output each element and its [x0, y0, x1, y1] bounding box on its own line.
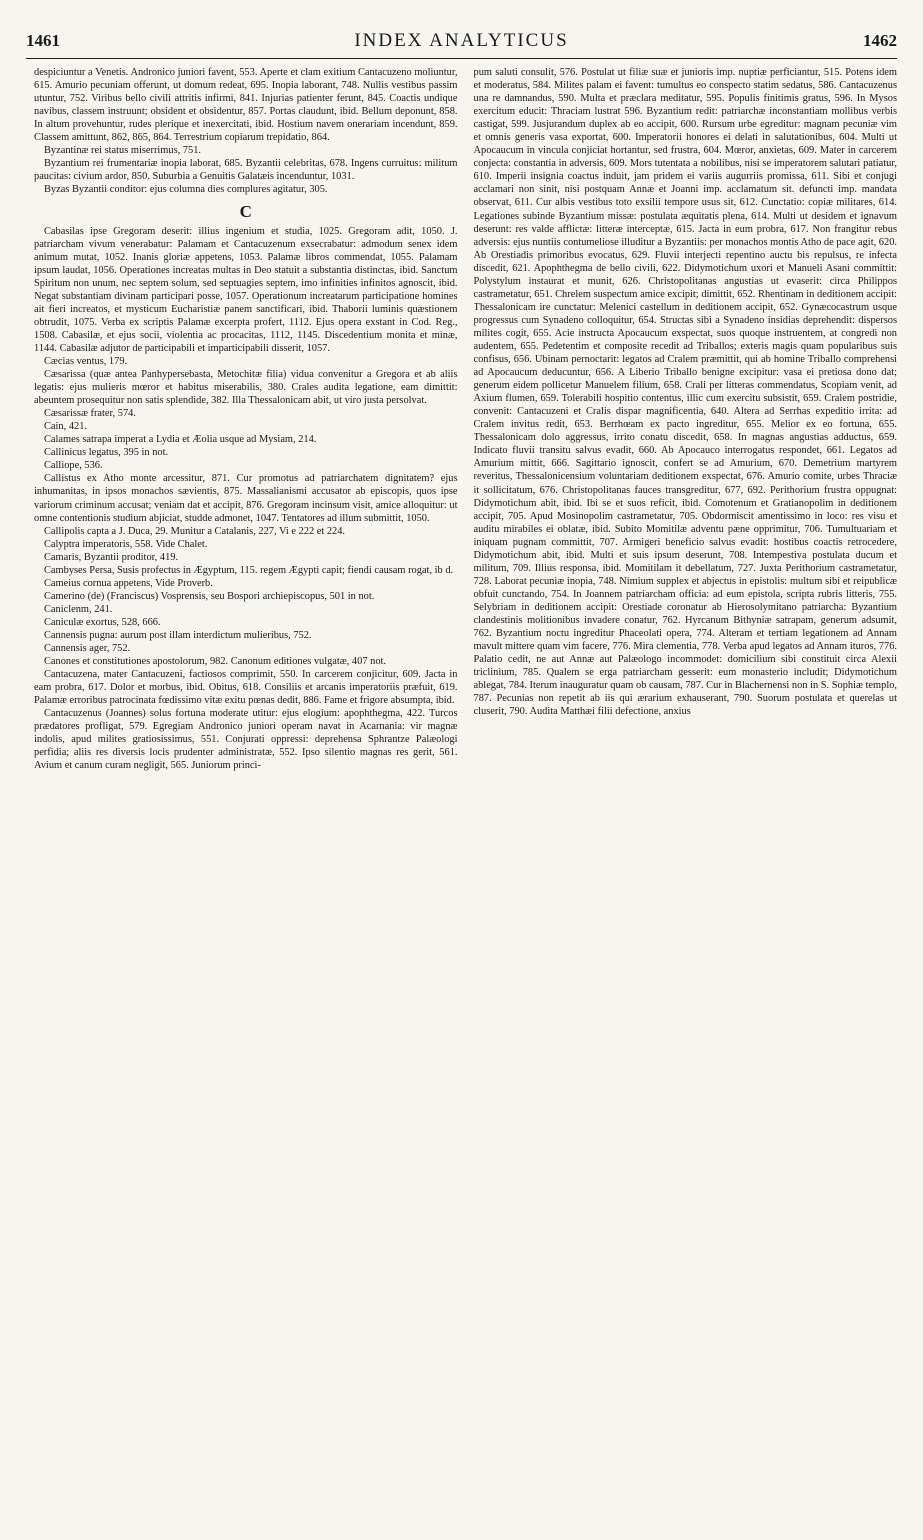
- index-entry: Cantacuzena, mater Cantacuzeni, factiosos comprimit, 550. In carcerem conjicitur, 609. Jacta in eam probra, 617. Dolor et morbus, ibid. Obitus, 618. Consiliis et arcanis imperatoriis præfuit, 619. Palamæ erroribus patrocinata fœdissimo vitæ exitu pœnas dedit, 886. Fame et frigore absumpta, ibid.: [34, 669, 458, 707]
- page-number-left: 1461: [26, 31, 60, 50]
- page-header: [26, 30, 897, 56]
- running-title: INDEX ANALYTICUS: [354, 30, 569, 51]
- index-entry: Byzantinæ rei status miserrimus, 751.: [44, 145, 201, 157]
- index-entry: Cæsarissæ frater, 574.: [44, 408, 136, 420]
- index-entry: Calliope, 536.: [44, 460, 103, 472]
- index-entry: despiciuntur a Venetis. Andronico juniori favent, 553. Aperte et clam exitium Cantacuzeno moliuntur, 615. Amurio pecuniam offerunt, ut domum redeat, 695. Inopia laborant, 748. Nullis vestibus passim utuntur, 752. Viribus bello civili attritis infirmi, 841. Injurias patienter ferunt, 845. Coactis undique navibus, classem instruunt; obsident et obsidentur, 857. Portas claudunt, ibid. Bellum deponunt, 858. In altum provehuntur, rudes plerique et inexercitati, ibid. Hostium navem onerariam incendunt, 859. Classem amittunt, 862, 865, 864. Terrestrium copiarum trepidatio, 864.: [34, 67, 458, 144]
- index-entry: Cannensis ager, 752.: [44, 643, 131, 655]
- left-column: [34, 66, 458, 1526]
- index-entry: Callinicus legatus, 395 in not.: [44, 447, 169, 459]
- section-letter: C: [239, 202, 252, 222]
- index-entry: Byzantium rei frumentariæ inopia laborat, 685. Byzantii celebritas, 678. Ingens curruitus: militum paucitas: civium ardor, 850. Suburbia a Genuitis Galatæis incenduntur, 1031.: [34, 158, 458, 183]
- index-entry: Callipolis capta a J. Duca, 29. Munitur a Catalanis, 227, Vi e 222 et 224.: [44, 525, 346, 537]
- index-entry: Cæcias ventus, 179.: [44, 355, 128, 367]
- index-entry: Camerino (de) (Franciscus) Vosprensis, seu Bospori archiepiscopus, 501 in not.: [44, 590, 375, 602]
- index-entry: Callistus ex Atho monte arcessitur, 871. Cur promotus ad patriarchatem dignitatem? ejus inhumanitas, in ipsos monachos sævientis, 875. Massalianismi accusator ab episcopis, quos ipse variorum criminum accusat; veniam dat et accipit, 876. Gregoram incinsum visit, amice alloquitur: ut omne contentionis studium abjiciat, studde admonet, 1047. Tentatores ad illum submittit, 1050.: [34, 473, 458, 524]
- index-entry: Calyptra imperatoris, 558. Vide Chalet.: [44, 538, 208, 550]
- index-entry: Calames satrapa imperat a Lydia et Æolia usque ad Mysiam, 214.: [44, 434, 317, 446]
- index-entry: Cæsarissa (quæ antea Panhypersebasta, Metochitæ filia) vidua convenitur a Gregora et ab aliis legatis: ejus mulieris mœror et habitus miserabilis, 380. Crales audita legatione, eam dimittit: abeuntem prosequitur non satis splendide, 382. Illa Thessalonicam abit, ut viro justa persolvat.: [34, 369, 458, 407]
- header-rule: [26, 58, 897, 59]
- index-entry: Byzas Byzantii conditor: ejus columna dies complures agitatur, 305.: [44, 184, 328, 196]
- text-columns: [34, 66, 897, 1526]
- index-entry: Canones et constitutiones apostolorum, 982. Canonum editiones vulgatæ, 407 not.: [44, 656, 386, 668]
- index-entry: Cantacuzenus (Joannes) solus fortuna moderate utitur: ejus elogium: apophthegma, 422. Turcos prædatores profligat, 579. Egregiam Andronico juniori operam navat in Acarnania: vir magnæ indolis, apud milites gratiosissimus, 551. Conjurati oppressi: deprehensa Sphrantze Palæologi perfidia; aliis res diversis locis prudenter administratæ, 552. Ipso silentio magnas res gerit, 561. Avium et canum curam negligit, 565. Juniorum princi-: [34, 708, 458, 772]
- index-entry: Cabasilas ipse Gregoram deserit: illius ingenium et studia, 1025. Gregoram adit, 1050. J. patriarcham vivum venerabatur: Palamam et Cantacuzenum exsecrabatur: admodum senex idem animum mutat, 1052. Inanis gloriæ appetens, 1053. Palamæ libros commendat, 1055. Palamam ipsum laudat, 1056. Operationes increatas multas in Deo statuit a substantia distinctas, ibid. Sanctum Spiritum non unum, nec septem solum, sed septuagies septem, imo infinities infinitos agnoscit, ibid. Negat substantiam divinam participari posse, 1057. Operationum increatarum participatione homines ait fieri increatos, et mysticum Eucharistiæ panem sanctificari, ibid. Thaborii luminis quæstionem obtrudit, 1075. Verba ex scriptis Palamæ excerpta profert, 1112. Ejus opera exstant in Cod. Reg., 1508. Cabasilæ, et ejus socii, violentia ac procacitas, 1112, 1145. Discedentium monita et minæ, 1144. Cabasilæ adjutor de participabili et imparticipabili disserit, 1057.: [34, 225, 458, 354]
- right-column: [474, 66, 898, 1526]
- index-entry: Cannensis pugna: aurum post illam interdictum mulieribus, 752.: [44, 629, 312, 641]
- page-number-right: 1462: [863, 31, 897, 50]
- index-entry: Cambyses Persa, Susis profectus in Ægyptum, 115. regem Ægypti capit; fiendi causam rogat, ib d.: [44, 564, 454, 576]
- index-entry: Caniclenm, 241.: [44, 603, 113, 615]
- index-entry: pum saluti consulit, 576. Postulat ut filiæ suæ et junioris imp. nuptiæ perficiantur, 515. Potens idem et moderatus, 584. Milites palam ei favent: tumultus eo conspecto statim sedatus, 586. Cantacuzenus una re damnandus, 590. Multa et præclara meditatur, 595. Populis finitimis gratus, 596. In Mysos exercitum educit: Thraciam lustrat 596. Byzantium redit: patriarchæ inconstantiam mollibus verbis castigat, 599. Jusjurandum duplex ab eo accipit, 600. Rursum urbe egreditur: magnam pecuniæ vim et omnis generis vasa exportat, 600. Imperatorii honores ei delati in salutationibus, 604. Multi ut Apocaucum in vincula conjiciat hortantur, sed frustra, 604. Mœror, anxietas, 609. Mater in carcerem conjecta: constantia in adversis, 609. Mors tutentata a nobilibus, nisi se imperatorem salutari patiatur, 610. Imperii insignia coactus induit, jam pridem ei variis augurriis promissa, 611. Sibi et conjugi acclamari non sinit, nisi postquam Annæ et Joanni imp. acclamatum sit. defuncti imp. mandata observat, 611. Cur albis vestibus toto exsilii tempore usus sit, 612. Cunctatio: copiæ militares, 614. Legationes subinde Byzantium missæ: postulata æquitatis plena, 614. Multi ut desidem et ignavum deserunt: res valde afflictæ: litteræ interceptæ, 615. Jacta in eum probra, 617. Non frangitur rebus adversis: ejus nuntiis contumeliose illuditur a Byzantiis: per monachos montis Atho de pace agit, 620. Ab Orestiadis primoribus evocatus, 629. Fluvii interjecti repentino auctu bis repulsus, re infecta discedit, 621. Apophthegma de bello civili, 622. Didymotichum uxori et Manueli Asani committit: Polystylum instaurat et munit, 626. Christopolitanas angustias ut evaserit: circa Philippos castrametatur, 651. Chrelem suspectum amice excipit; dimittit, 652. Rhentinam in deditionem accipit: Thessalonicam ire cunctatur: Melenici castellum in deditionem accipit, 652. Gynæcocastrum usque progressus cum Synadeno colloquitur, 654. Structas sibi a Synadeno insidias deprehendit: dispersos milites cogit, 655. Acie instructa Apocaucum exspectat, suos quoque instruentem, at congredi non audentem, 655. Pedetentim et composite recedit ad Triballos; exteris magis quam popularibus suis confisus, 656. Ubinam pernoctarit: legatos ad Cralem præmittit, qui ab homine Triballo comprehensi ad Apocaucum deducuntur, 656. A Liberio Triballo benigne excipitur: vasa ei pretiosa dono dat; generum eidem pollicetur Manuelem filium, 658. Crali per litteras commendatus, Scopiam venit, ad Axium flumen, 659. Tolerabili hospitio contentus, illic cum exercitu subsistit, 659. Cralem postridie, convenit: Cantacuzeni et Cralis dispar magnificentia, 640. Altera ad Serrhas expeditio irrita: ad Cralem invitus redit, 653. Berrhœam ex pacto ingreditur, 655. Melior ex eo fortuna, 655. Thessalonicam dolo aggressus, irrito conatu discedit, 658. In magnas angustias adductus, 659. Indicato fluvii transitu salvus evadit, 660. Ab Apocauco interrogatus respondet, 661. Legatos ad Amurium mittit, 666. Sagittario ignoscit, confert se ad Amurium, 670. Demetrium martyrem reveritus, Thessalonicensium voluntariam deditionem exspectat, 676. Amurio comite, urbes Thraciæ it sollicitatum, 676. Christopolitanas fauces transgreditur, 677, 692. Perithorium frustra oppugnat: Didymotichum abit, ibid. Ibi se et suos reficit, ibid. Comotenum et Gratianopolim in deditionem accipit, 705. Apud Mosinopolim castrametatur, 705. Obdormiscit amentissimo in loco: res visu et auditu mirabiles ei oblatæ, ibid. Subito Momitilæ adventu pæne opprimitur, 706. Tumultuariam et iniquam pugnam committit, 707. Armigeri beneficio salvus evadit: hostibus coactis retrocedere, Didymotichum abit, ibid. Multi et suis ipsum deserunt, 708. Intempestiva postulata ducum et militum, 709. Illius responsa, ibid. Momitilam it debellatum, 727. Juxta Perithorium castrametatur, 728. Laborat pecuniæ inopia, 748. Nimium supplex et abjectus in epistolis: multum sibi et reipublicæ obfuit cunctando, 754. In Joannem patriarcham officia: ad eum epistola, scripta rubris litteris, 755. Selybriam in deditionem accipit: Orestiade coronatur ab Hierosolymitano patriarcha: Byzantium clandestinis molitionibus invadere conatur, 762. Hyrcanum Bithyniæ satrapam, generum adsumit, 762. Byzantium noctu ingreditur Phaceolati opera, 774. Alteram et tertiam legationem ad Annam mavult mittere quam vim facere, 776. Mira clementia, 778. Verba apud legatos ad Annam ituros, 776. Palatio cedit, ne aut Annæ aut Palæologo incommodet: domicilium sibi constituit circa Alexii triclinium, 785. Qualem se erga patriarcham gesserit: eum monasterio includit; Didymotichum ablegat, 784. Iterum inauguratur quam ob causam, 787. Cur in Blachernensi non in S. Sophiæ templo, 787. Pecunias non repetit ab iis qui ærarium exhauserant, 790. Suorum postulata et querelas ut cluserit, 790. Audita Matthæi filii defectione, anxius: [473, 67, 897, 718]
- index-entry: Camaris, Byzantii proditor, 419.: [44, 551, 179, 563]
- index-entry: Cain, 421.: [44, 421, 88, 433]
- index-entry: Cameius cornua appetens, Vide Proverb.: [44, 577, 213, 589]
- index-entry: Caniculæ exortus, 528, 666.: [44, 616, 161, 628]
